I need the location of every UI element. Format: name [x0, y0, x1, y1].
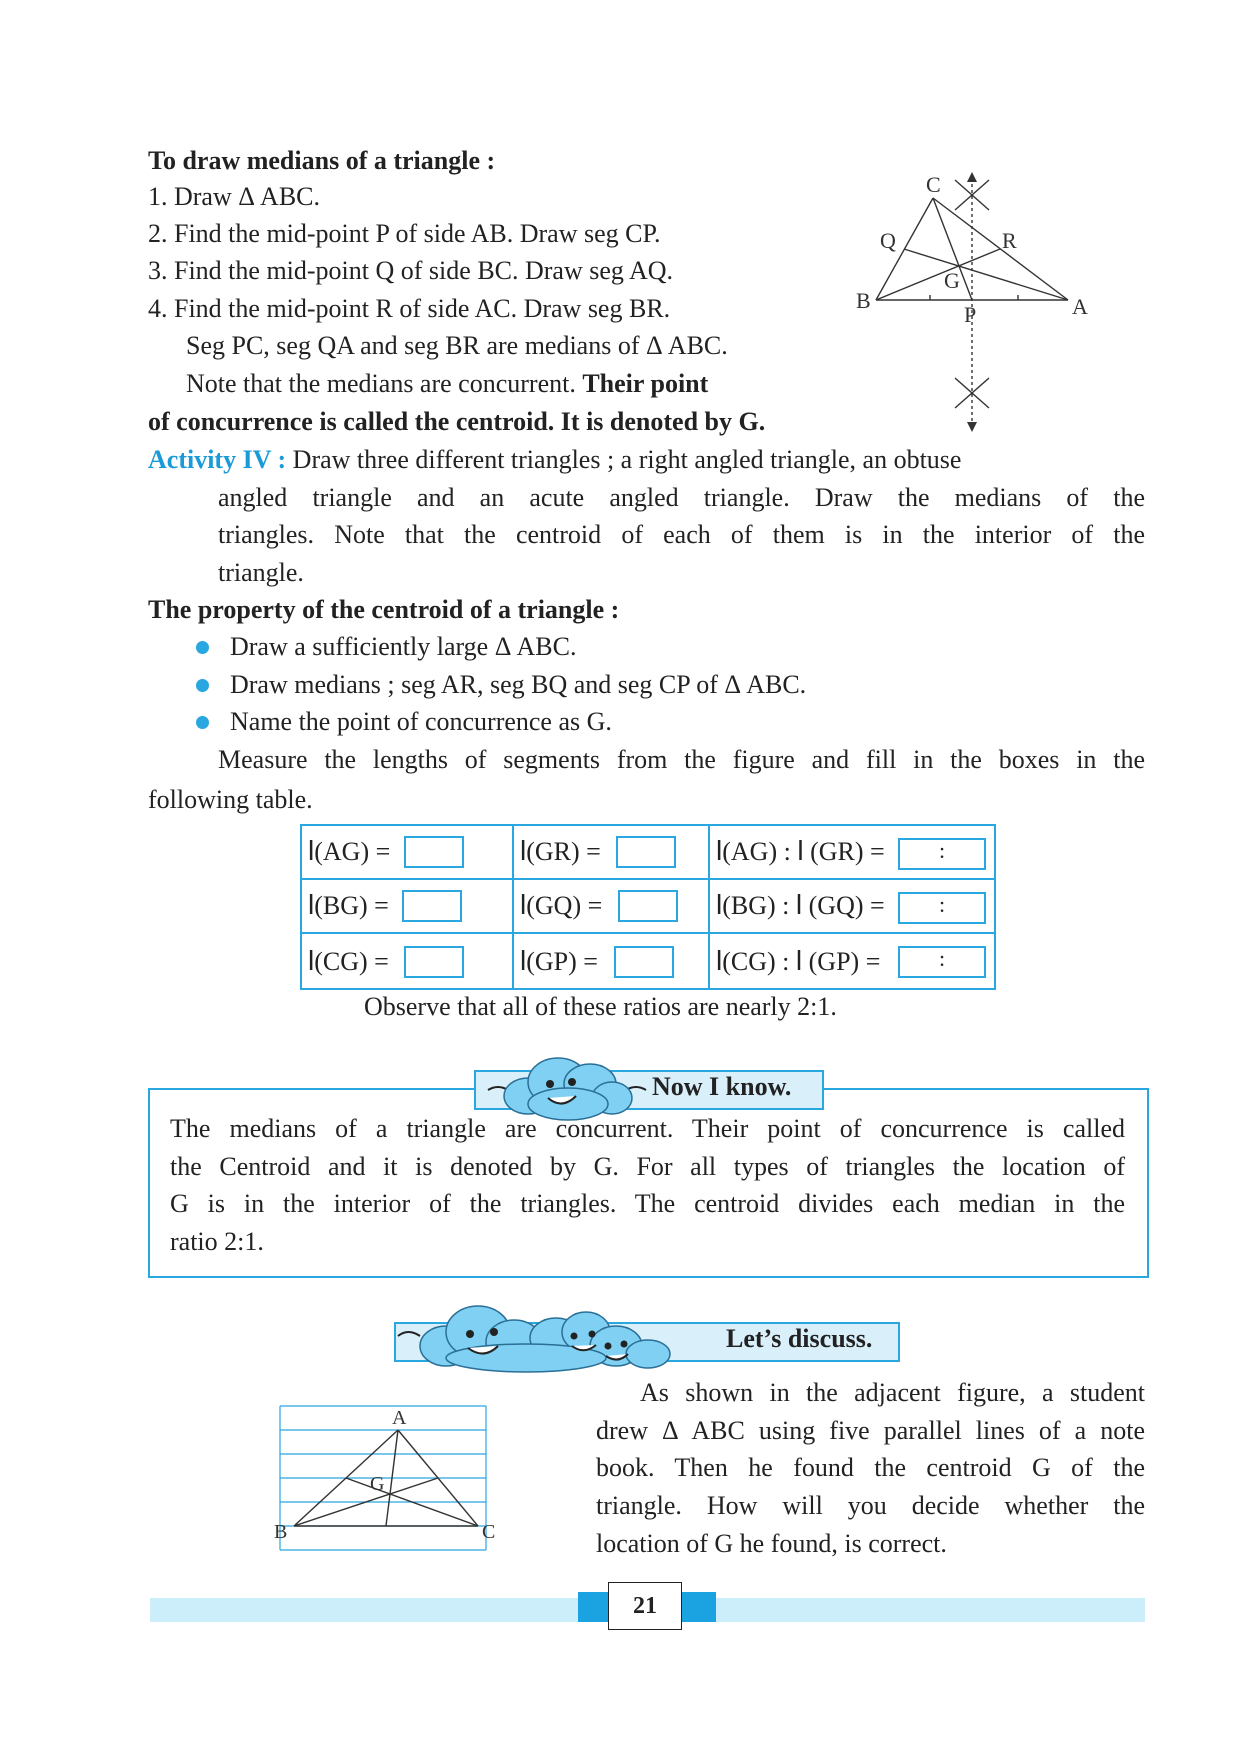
discuss-line-3: book. Then he found the centroid G of the [596, 1453, 1145, 1482]
answer-box-gq[interactable] [618, 890, 678, 922]
page-number: 21 [608, 1582, 682, 1630]
activity-line-4: triangle. [218, 558, 304, 587]
activity-line-2: angled triangle and an acute angled triangle. Draw the medians of the [218, 483, 1145, 512]
now-i-know-line-2: the Centroid and it is denoted by G. For all types of triangles the location of [170, 1152, 1125, 1181]
now-i-know-line-4: ratio 2:1. [170, 1227, 264, 1256]
ratio-box-bg-gq[interactable]: : [898, 892, 986, 924]
measure-line-2: following table. [148, 785, 313, 814]
fig1-label-p: P [964, 302, 977, 327]
fig2-label-g: G [370, 1473, 385, 1495]
medians-statement: Seg PC, seg QA and seg BR are medians of Δ ABC. [186, 331, 728, 360]
now-i-know-label: Now I know. [652, 1072, 792, 1101]
activity-line-3: triangles. Note that the centroid of each of them is in the interior of the [218, 520, 1145, 549]
notebook-triangle-figure [270, 1400, 500, 1552]
observe-note: Observe that all of these ratios are nearly 2:1. [364, 992, 837, 1021]
note-plain: Note that the medians are concurrent. [186, 369, 576, 398]
fig1-label-c: C [926, 172, 941, 197]
centroid-definition: of concurrence is called the centroid. It is denoted by G. [148, 407, 766, 436]
label-ag: (AG) = [314, 837, 391, 866]
answer-box-gp[interactable] [614, 946, 674, 978]
step-4: 4. Find the mid-point R of side AC. Draw seg BR. [148, 294, 671, 323]
discuss-line-2: drew Δ ABC using five parallel lines of a note [596, 1416, 1145, 1445]
step-3: 3. Find the mid-point Q of side BC. Draw seg AQ. [148, 256, 674, 285]
fig1-label-r: R [1002, 228, 1017, 253]
bullet-dot-3 [196, 716, 209, 729]
medians-figure [840, 168, 1100, 438]
label-gr: (GR) = [526, 837, 601, 866]
fig2-label-a: A [392, 1407, 407, 1429]
discuss-line-5: location of G he found, is correct. [596, 1529, 947, 1558]
table-row: l(CG) = [308, 945, 389, 976]
activity-label: Activity IV : [148, 445, 287, 474]
fig2-label-b: B [274, 1521, 288, 1543]
table-row: l(CG) : l (GP) = [716, 945, 881, 976]
table-row: l(GP) = [520, 945, 598, 976]
bullet-2: Draw medians ; seg AR, seg BQ and seg CP of Δ ABC. [230, 670, 807, 699]
label-ag-gr-ratio: (GR) = [803, 837, 885, 866]
label-cg-gp-ratio: (GP) = [802, 947, 881, 976]
lets-discuss-label: Let’s discuss. [726, 1324, 873, 1353]
concurrence-note [186, 367, 708, 401]
measure-line-1: Measure the lengths of segments from the figure and fill in the boxes in the [218, 745, 1145, 774]
now-i-know-line-1: The medians of a triangle are concurrent. Their point of concurrence is called [170, 1114, 1125, 1143]
answer-box-ag[interactable] [404, 836, 464, 868]
fig2-label-c: C [482, 1521, 496, 1543]
now-i-know-line-3: G is in the interior of the triangles. The centroid divides each median in the [170, 1189, 1125, 1218]
bullet-dot-1 [196, 641, 209, 654]
label-gp: (GP) = [526, 947, 598, 976]
step-2: 2. Find the mid-point P of side AB. Draw seg CP. [148, 219, 661, 248]
bullet-3: Name the point of concurrence as G. [230, 707, 612, 736]
discuss-line-1: As shown in the adjacent figure, a student [640, 1378, 1145, 1407]
table-row: l(GR) = [520, 835, 601, 866]
fig1-label-b: B [856, 288, 871, 313]
section-heading-centroid: The property of the centroid of a triangle : [148, 595, 620, 624]
fig1-label-q: Q [880, 228, 896, 253]
bullet-dot-2 [196, 679, 209, 692]
table-row: l(BG) : l (GQ) = [716, 889, 885, 920]
label-gq: (GQ) = [526, 891, 603, 920]
section-heading-medians: To draw medians of a triangle : [148, 146, 496, 175]
activity-text-1: Draw three different triangles ; a right angled triangle, an obtuse [292, 445, 962, 474]
label-cg: (CG) = [314, 947, 389, 976]
table-row: l(GQ) = [520, 889, 603, 920]
activity-line-1 [148, 443, 1145, 477]
ratio-box-ag-gr[interactable]: : [898, 838, 986, 870]
table-row: l(AG) : l (GR) = [716, 835, 885, 866]
label-bg-gq-ratio: (GQ) = [802, 891, 885, 920]
table-row: l(AG) = [308, 835, 391, 866]
bullet-1: Draw a sufficiently large Δ ABC. [230, 632, 577, 661]
answer-box-gr[interactable] [616, 836, 676, 868]
measurement-table [300, 824, 996, 990]
step-1: 1. Draw Δ ABC. [148, 182, 320, 211]
ratio-box-cg-gp[interactable]: : [898, 946, 986, 978]
discuss-line-4: triangle. How will you decide whether the [596, 1491, 1145, 1520]
answer-box-cg[interactable] [404, 946, 464, 978]
cloud-group-icon [396, 1296, 716, 1376]
label-bg: (BG) = [314, 891, 389, 920]
fig1-label-a: A [1072, 294, 1088, 319]
table-row: l(BG) = [308, 889, 389, 920]
note-bold-1: Their point [582, 369, 709, 398]
fig1-label-g: G [944, 268, 960, 293]
answer-box-bg[interactable] [402, 890, 462, 922]
